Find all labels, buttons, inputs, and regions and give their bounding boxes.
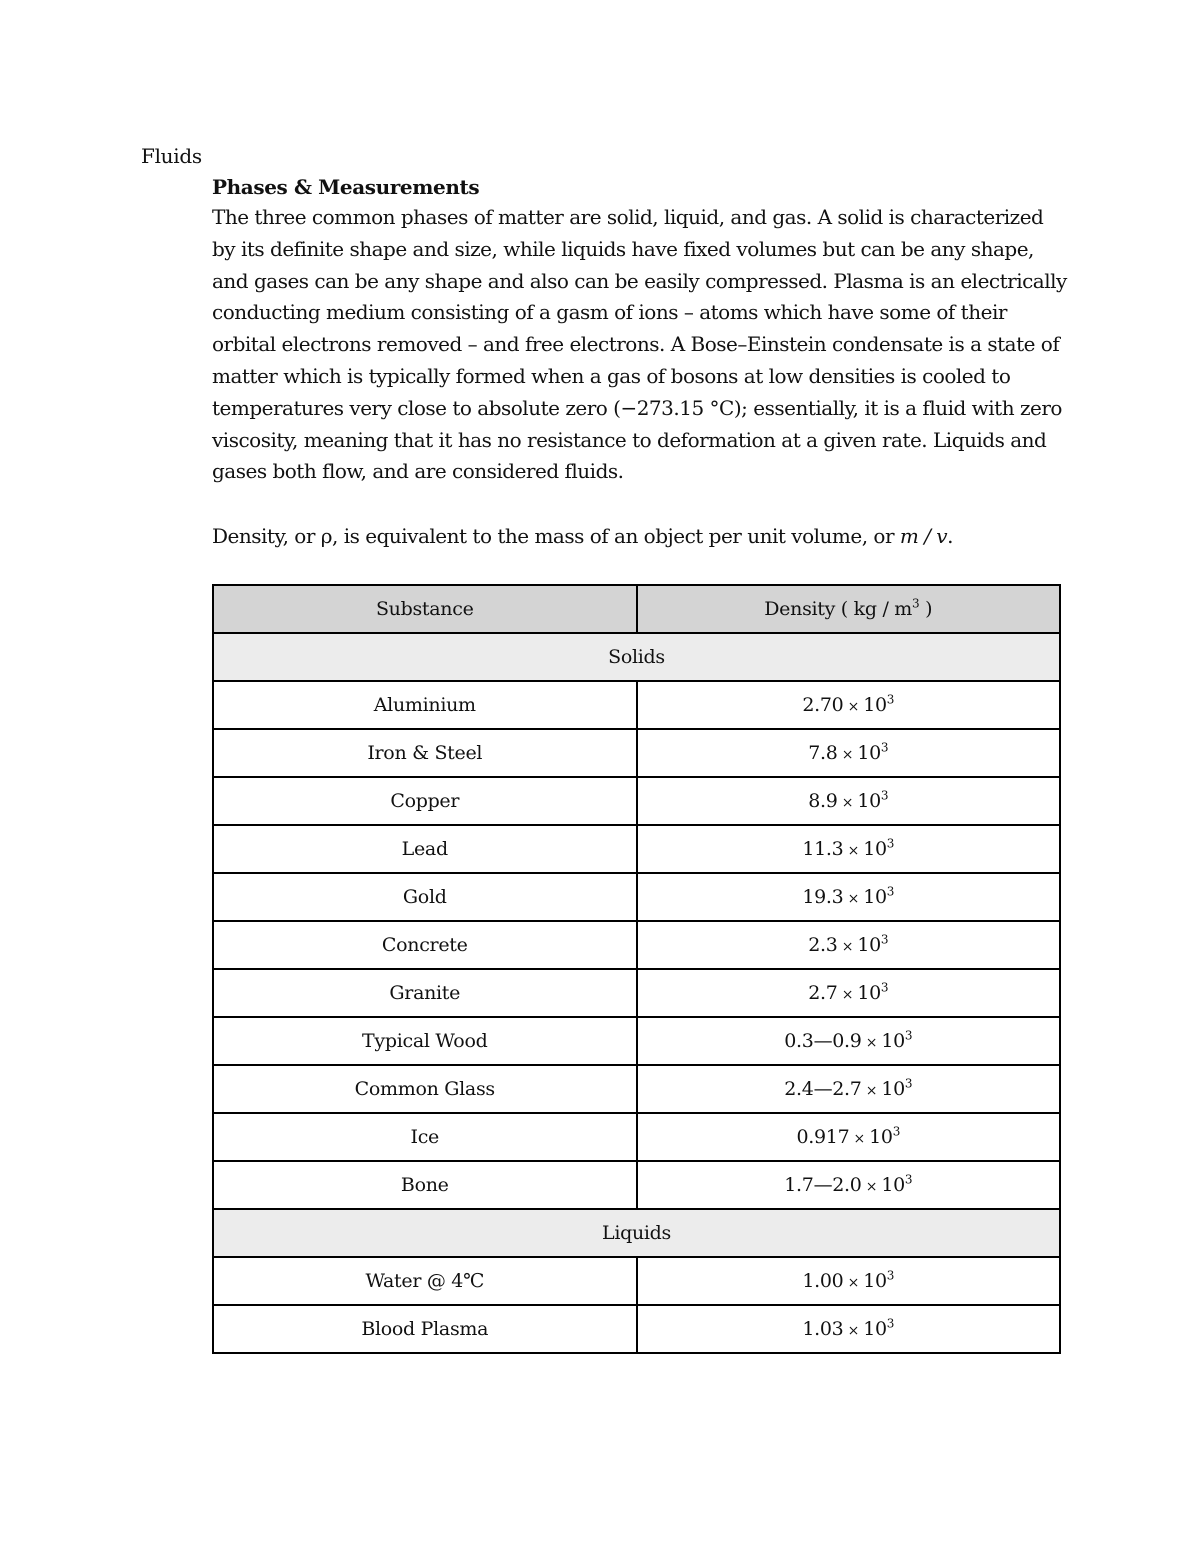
- density-exponent: 3: [886, 1316, 895, 1331]
- header-density-label: Density ( kg / m: [764, 598, 913, 620]
- table-row: [213, 1257, 1060, 1305]
- density-mantissa: 2.3: [808, 934, 838, 956]
- density-base: 10: [857, 742, 881, 764]
- table-body: [213, 633, 1060, 1353]
- times-sign: ×: [861, 1035, 882, 1051]
- table-row: [213, 921, 1060, 969]
- header-density-close: ): [919, 598, 933, 620]
- density-exponent: 3: [904, 1028, 913, 1043]
- density-cell: [637, 1113, 1061, 1161]
- density-cell: [637, 1161, 1061, 1209]
- density-mantissa: 19.3: [802, 886, 844, 908]
- density-mantissa: 11.3: [802, 838, 844, 860]
- density-mantissa: 2.7: [808, 982, 838, 1004]
- substance-cell: Ice: [213, 1113, 637, 1161]
- density-mantissa: 1.7—2.0: [784, 1174, 862, 1196]
- times-sign: ×: [837, 795, 858, 811]
- density-base: 10: [881, 1030, 905, 1052]
- substance-cell: Blood Plasma: [213, 1305, 637, 1353]
- times-sign: ×: [843, 1323, 864, 1339]
- page-title: Fluids: [141, 144, 202, 168]
- density-exponent: 3: [880, 932, 889, 947]
- density-mantissa: 8.9: [808, 790, 838, 812]
- substance-cell: Aluminium: [213, 681, 637, 729]
- density-base: 10: [863, 1318, 887, 1340]
- density-cell: [637, 1065, 1061, 1113]
- density-cell: [637, 825, 1061, 873]
- times-sign: ×: [843, 1275, 864, 1291]
- density-mantissa: 0.3—0.9: [784, 1030, 862, 1052]
- density-cell: [637, 873, 1061, 921]
- density-mantissa: 1.00: [802, 1270, 844, 1292]
- density-definition-text: Density, or ρ, is equivalent to the mass of an object per unit volume, or: [212, 524, 900, 548]
- table-row: [213, 1113, 1060, 1161]
- substance-cell: Bone: [213, 1161, 637, 1209]
- density-base: 10: [863, 1270, 887, 1292]
- header-density: [637, 585, 1061, 633]
- density-exponent: 3: [886, 1268, 895, 1283]
- density-exponent: 3: [880, 788, 889, 803]
- density-base: 10: [881, 1078, 905, 1100]
- times-sign: ×: [837, 747, 858, 763]
- table-row: [213, 777, 1060, 825]
- table-row: [213, 825, 1060, 873]
- table-header-row: [213, 585, 1060, 633]
- density-base: 10: [863, 838, 887, 860]
- substance-cell: Granite: [213, 969, 637, 1017]
- header-substance: Substance: [213, 585, 637, 633]
- density-base: 10: [863, 886, 887, 908]
- density-cell: [637, 969, 1061, 1017]
- density-base: 10: [857, 982, 881, 1004]
- density-base: 10: [869, 1126, 893, 1148]
- density-cell: [637, 1017, 1061, 1065]
- density-formula: m / v: [899, 524, 948, 548]
- density-mantissa: 1.03: [802, 1318, 844, 1340]
- substance-cell: Water @ 4℃: [213, 1257, 637, 1305]
- density-cell: [637, 777, 1061, 825]
- times-sign: ×: [843, 891, 864, 907]
- density-mantissa: 7.8: [808, 742, 838, 764]
- table-row: [213, 873, 1060, 921]
- times-sign: ×: [837, 987, 858, 1003]
- density-definition-end: .: [947, 524, 953, 548]
- table-group-row: [213, 1209, 1060, 1257]
- table-group-row: [213, 633, 1060, 681]
- group-label: Liquids: [213, 1209, 1060, 1257]
- content-block: [212, 172, 1072, 548]
- times-sign: ×: [837, 939, 858, 955]
- table-row: [213, 1017, 1060, 1065]
- table-row: [213, 1065, 1060, 1113]
- density-exponent: 3: [886, 692, 895, 707]
- table-row: [213, 681, 1060, 729]
- density-mantissa: 2.4—2.7: [784, 1078, 862, 1100]
- header-density-exponent: 3: [912, 596, 920, 611]
- density-cell: [637, 1257, 1061, 1305]
- density-cell: [637, 729, 1061, 777]
- table-row: [213, 1305, 1060, 1353]
- density-exponent: 3: [880, 740, 889, 755]
- section-heading: Phases & Measurements: [212, 175, 480, 199]
- density-cell: [637, 681, 1061, 729]
- table-row: [213, 1161, 1060, 1209]
- substance-cell: Typical Wood: [213, 1017, 637, 1065]
- table-row: [213, 729, 1060, 777]
- group-label: Solids: [213, 633, 1060, 681]
- body-paragraph: The three common phases of matter are solid, liquid, and gas. A solid is characterized by its definite shape and size, while liquids have fixed volumes but can be any shape, and gases can be any shape and also can be easily compressed. Plasma is an electrically conducting medium consisting of a gasm of ions – atoms which have some of their orbital electrons removed – and free electrons. A Bose–Einstein condensate is a state of matter which is typically formed when a gas of bosons at low densities is cooled to temperatures very close to absolute zero (−273.15 °C); essentially, it is a fluid with zero viscosity, meaning that it has no resistance to deformation at a given rate. Liquids and gases both flow, and are considered fluids.: [212, 205, 1067, 484]
- times-sign: ×: [843, 699, 864, 715]
- density-cell: [637, 921, 1061, 969]
- times-sign: ×: [861, 1083, 882, 1099]
- density-exponent: 3: [904, 1172, 913, 1187]
- density-exponent: 3: [880, 980, 889, 995]
- density-exponent: 3: [886, 836, 895, 851]
- substance-cell: Lead: [213, 825, 637, 873]
- substance-cell: Concrete: [213, 921, 637, 969]
- density-exponent: 3: [904, 1076, 913, 1091]
- times-sign: ×: [843, 843, 864, 859]
- substance-cell: Common Glass: [213, 1065, 637, 1113]
- times-sign: ×: [849, 1131, 870, 1147]
- density-exponent: 3: [892, 1124, 901, 1139]
- density-base: 10: [857, 790, 881, 812]
- substance-cell: Gold: [213, 873, 637, 921]
- density-mantissa: 0.917: [796, 1126, 850, 1148]
- density-definition: [212, 520, 953, 552]
- substance-cell: Iron & Steel: [213, 729, 637, 777]
- density-base: 10: [881, 1174, 905, 1196]
- density-table: [212, 584, 1061, 1354]
- density-cell: [637, 1305, 1061, 1353]
- table-row: [213, 969, 1060, 1017]
- density-base: 10: [863, 694, 887, 716]
- times-sign: ×: [861, 1179, 882, 1195]
- density-base: 10: [857, 934, 881, 956]
- density-exponent: 3: [886, 884, 895, 899]
- substance-cell: Copper: [213, 777, 637, 825]
- density-mantissa: 2.70: [802, 694, 844, 716]
